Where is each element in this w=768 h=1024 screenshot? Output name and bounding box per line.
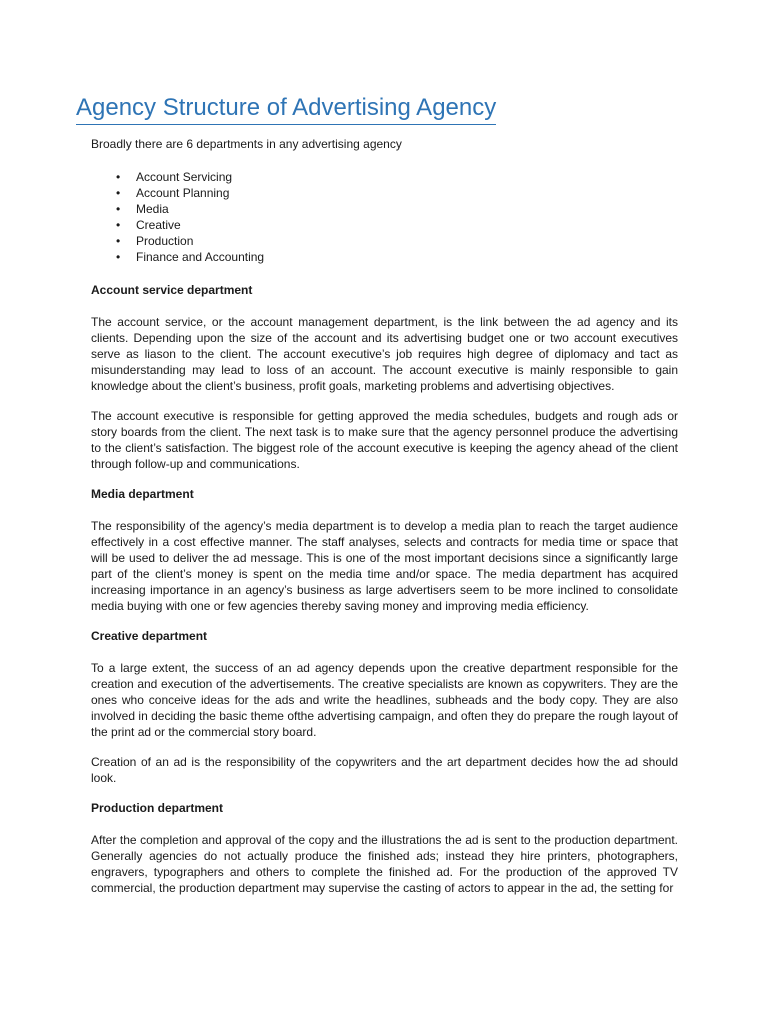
bullet-icon: •: [116, 170, 121, 184]
list-item: [91, 201, 678, 217]
list-item: [91, 233, 678, 249]
list-item-label: Media: [136, 202, 169, 216]
list-item: [91, 169, 678, 185]
bullet-icon: •: [116, 250, 121, 264]
departments-list: [91, 169, 678, 265]
creative-paragraph-2: Creation of an ad is the responsibility of the copywriters and the art department decides how the ad should look.: [91, 755, 678, 785]
account-paragraph-2: The account executive is responsible for getting approved the media schedules, budgets and rough ads or story boards from the client. The next task is to make sure that the agency personnel produce the advertising to the client’s satisfaction. The biggest role of the account executive is keeping the agency ahead of the client through follow-up and communications.: [91, 409, 678, 471]
intro-paragraph: Broadly there are 6 departments in any advertising agency: [91, 137, 402, 151]
list-item: [91, 249, 678, 265]
list-item-label: Account Servicing: [136, 170, 233, 184]
page-title: Agency Structure of Advertising Agency: [76, 92, 496, 125]
list-item: [91, 185, 678, 201]
bullet-icon: •: [116, 218, 121, 232]
list-item: [91, 217, 678, 233]
document-body: [91, 136, 678, 910]
media-section-heading: Media department: [91, 487, 194, 501]
list-item-label: Finance and Accounting: [136, 250, 265, 264]
bullet-icon: •: [116, 186, 121, 200]
creative-paragraph-1: To a large extent, the success of an ad agency depends upon the creative department responsible for the creation and execution of the advertisements. The creative specialists are known as copywriters. They are the ones who conceive ideas for the ads and write the headlines, subheads and the body copy. They are also involved in deciding the basic theme ofthe advertising campaign, and often they do prepare the rough layout of the print ad or the commercial story board.: [91, 661, 678, 739]
list-item-label: Creative: [136, 218, 181, 232]
account-section-heading: Account service department: [91, 283, 253, 297]
production-section-heading: Production department: [91, 801, 224, 815]
bullet-icon: •: [116, 202, 121, 216]
list-item-label: Account Planning: [136, 186, 230, 200]
media-paragraph-1: The responsibility of the agency’s media department is to develop a media plan to reach the target audience effectively in a cost effective manner. The staff analyses, selects and contracts for media time or space that will be used to deliver the ad message. This is one of the most important decisions since a significantly large part of the client’s money is spent on the media time and/or space. The media department has acquired increasing importance in an agency’s business as large advertisers seem to be more inclined to consolidate media buying with one or few agencies thereby saving money and improving media efficiency.: [91, 519, 678, 613]
account-paragraph-1: The account service, or the account management department, is the link between the ad agency and its clients. Depending upon the size of the account and its advertising budget one or two account executives serve as liason to the client. The account executive’s job requires high degree of diplomacy and tact as misunderstanding may lead to loss of an account. The account executive is mainly responsible to gain knowledge about the client’s business, profit goals, marketing problems and advertising objectives.: [91, 315, 678, 393]
production-paragraph-1: After the completion and approval of the copy and the illustrations the ad is sent to the production department. Generally agencies do not actually produce the finished ads; instead they hire printers, photographers, engravers, typographers and others to complete the finished ad. For the production of the approved TV commercial, the production department may supervise the casting of actors to appear in the ad, the setting for: [91, 833, 678, 895]
list-item-label: Production: [136, 234, 194, 248]
creative-section-heading: Creative department: [91, 629, 208, 643]
bullet-icon: •: [116, 234, 121, 248]
